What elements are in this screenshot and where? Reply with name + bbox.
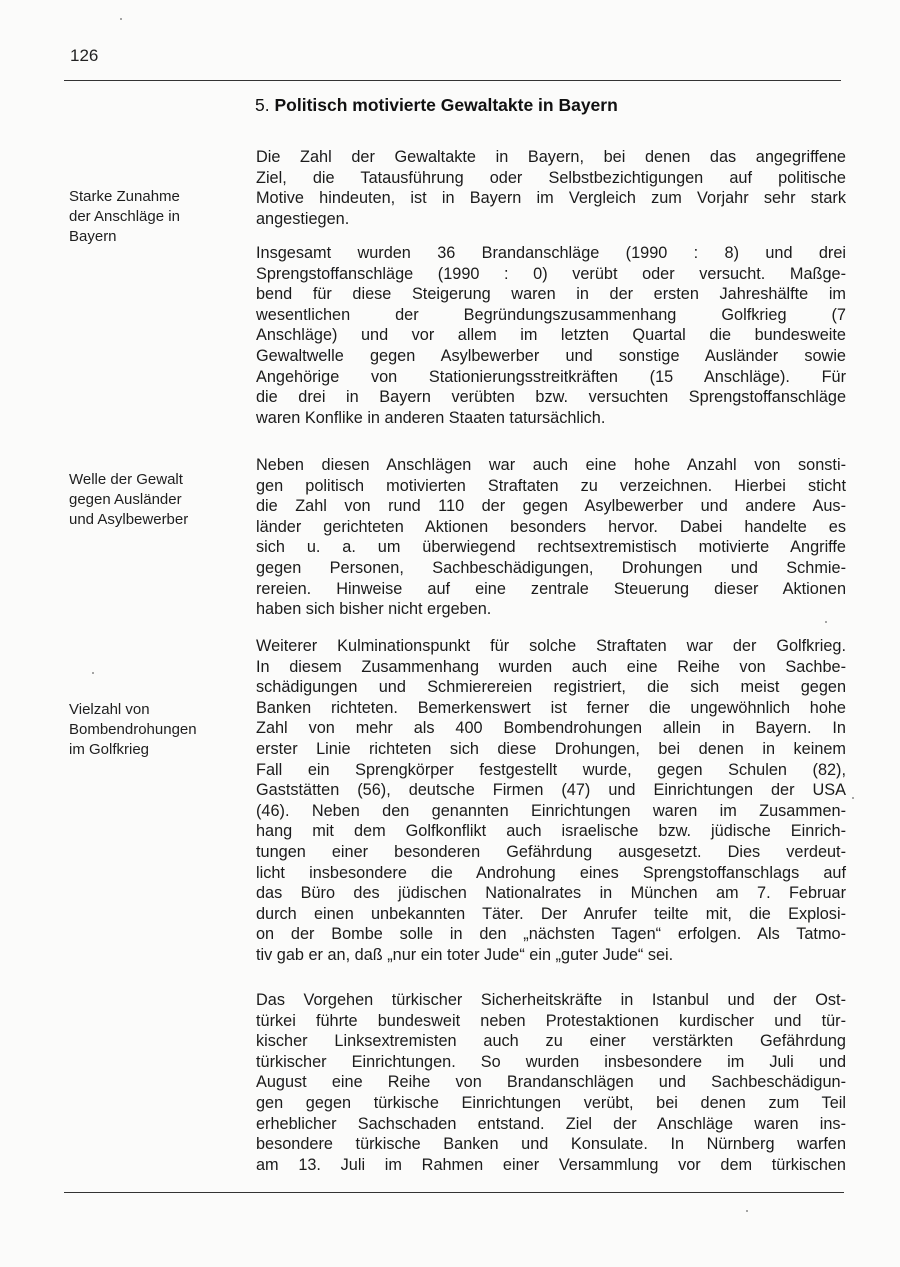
text-line: Motive hindeuten, ist in Bayern im Vergleich zum Vorjahr sehr stark [256, 189, 846, 208]
margin-note-line: gegen Ausländer [69, 491, 182, 508]
top-rule [64, 80, 841, 81]
text-line: die drei in Bayern verübten bzw. versuchten Sprengstoffanschläge [256, 388, 846, 407]
text-line: gen politisch motivierten Straftaten zu verzeichnen. Hierbei sticht [256, 476, 846, 495]
text-line: die Zahl von rund 110 der gegen Asylbewerber und andere Aus- [256, 497, 846, 516]
body-paragraph [256, 455, 846, 620]
text-line: angestiegen. [256, 209, 350, 228]
margin-note-line: Starke Zunahme [69, 188, 180, 205]
margin-note-line: Welle der Gewalt [69, 471, 183, 488]
text-line: haben sich bisher nicht ergeben. [256, 600, 492, 619]
body-paragraph [256, 243, 846, 428]
page-number: 126 [70, 46, 99, 65]
text-line: tungen einer besonderen Gefährdung ausgesetzt. Dies verdeut- [256, 842, 846, 861]
text-line: besondere türkische Banken und Konsulate. In Nürnberg warfen [256, 1135, 846, 1154]
margin-note-line: und Asylbewerber [69, 511, 189, 528]
text-line: schädigungen und Schmierereien registriert, die sich meist gegen [256, 678, 846, 697]
text-line: Ziel, die Tatausführung oder Selbstbezichtigungen auf politische [256, 168, 846, 187]
margin-note [69, 470, 239, 530]
margin-note-line: im Golfkrieg [69, 741, 150, 758]
text-line: In diesem Zusammenhang wurden auch eine Reihe von Sachbe- [256, 657, 846, 676]
section-number: 5. [255, 95, 270, 115]
text-line: hang mit dem Golfkonflikt auch israelische bzw. jüdische Einrich- [256, 822, 846, 841]
text-line: bend für diese Steigerung waren in der ersten Jahreshälfte im [256, 285, 846, 304]
margin-note-line: der Anschläge in [69, 208, 180, 225]
text-line: durch einen unbekannten Täter. Der Anrufer teilte mit, die Explosi- [256, 904, 846, 923]
scan-speck [120, 18, 122, 20]
scan-speck [746, 1210, 748, 1212]
text-line: wesentlichen der Begründungszusammenhang Golfkrieg (7 [256, 305, 846, 324]
text-line: türkischer Einrichtungen. So wurden insbesondere im Juli und [256, 1052, 846, 1071]
text-line: rereien. Hinweise auf eine zentrale Steuerung dieser Aktionen [256, 579, 846, 598]
margin-note-line: Vielzahl von [69, 701, 150, 718]
scan-speck [825, 621, 827, 623]
text-line: erster Linie richteten sich diese Drohungen, bei denen in keinem [256, 739, 846, 758]
text-line: Die Zahl der Gewaltakte in Bayern, bei denen das angegriffene [256, 148, 846, 166]
text-line: Banken richteten. Bemerkenswert ist ferner die ungewöhnlich hohe [256, 698, 846, 717]
text-line: türkei führte bundesweit neben Protestaktionen kurdischer und tür- [256, 1011, 846, 1030]
text-line: Zahl von mehr als 400 Bombendrohungen allein in Bayern. In [256, 719, 846, 738]
text-line: Insgesamt wurden 36 Brandanschläge (1990 : 8) und drei [256, 244, 846, 262]
bottom-rule [64, 1192, 844, 1193]
text-line: (46). Neben den genannten Einrichtungen waren im Zusammen- [256, 801, 846, 820]
text-line: Gewaltwelle gegen Asylbewerber und sonstige Ausländer sowie [256, 346, 846, 365]
scan-speck [92, 672, 94, 674]
text-line: das Büro des jüdischen Nationalrates in München am 7. Februar [256, 884, 846, 903]
text-line: waren Konflike in anderen Staaten tatursächlich. [256, 408, 606, 427]
text-line: Fall ein Sprengkörper festgestellt wurde, gegen Schulen (82), [256, 760, 846, 779]
text-line: kischer Linksextremisten auch zu einer verstärkten Gefährdung [256, 1032, 846, 1051]
text-line: August eine Reihe von Brandanschlägen und Sachbeschädigun- [256, 1073, 846, 1092]
text-line: am 13. Juli im Rahmen einer Versammlung vor dem türkischen [256, 1155, 846, 1174]
section-title: Politisch motivierte Gewaltakte in Bayern [274, 95, 618, 115]
text-line: Sprengstoffanschläge (1990 : 0) verübt oder versucht. Maßge- [256, 264, 846, 283]
body-paragraph [256, 990, 846, 1175]
margin-note [69, 187, 239, 247]
text-line: Neben diesen Anschlägen war auch eine hohe Anzahl von sonsti- [256, 456, 846, 474]
margin-note-line: Bayern [69, 228, 117, 245]
text-line: tiv gab er an, daß „nur ein toter Jude“ ein „guter Jude“ sei. [256, 945, 674, 964]
text-line: Gaststätten (56), deutsche Firmen (47) und Einrichtungen der USA [256, 781, 846, 800]
text-line: gen gegen türkische Einrichtungen verübt, bei denen zum Teil [256, 1093, 846, 1112]
text-line: Angehörige von Stationierungsstreitkräften (15 Anschläge). Für [256, 367, 846, 386]
text-line: licht insbesondere die Androhung eines Sprengstoffanschlags auf [256, 863, 846, 882]
text-line: on der Bombe solle in den „nächsten Tagen“ erfolgen. Als Tatmo- [256, 925, 846, 944]
text-line: Anschläge) und vor allem im letzten Quartal die bundesweite [256, 326, 846, 345]
margin-note [69, 700, 239, 760]
margin-note-line: Bombendrohungen [69, 721, 197, 738]
body-paragraph [256, 147, 846, 229]
text-line: gegen Personen, Sachbeschädigungen, Drohungen und Schmie- [256, 558, 846, 577]
text-line: Weiterer Kulminationspunkt für solche Straftaten war der Golfkrieg. [256, 637, 846, 655]
text-line: erheblicher Sachschaden entstand. Ziel der Anschläge waren ins- [256, 1114, 846, 1133]
text-line: sich u. a. um überwiegend rechtsextremistisch motivierte Angriffe [256, 538, 846, 557]
scan-speck [852, 797, 854, 799]
section-heading [255, 95, 855, 116]
body-paragraph [256, 636, 846, 966]
text-line: Das Vorgehen türkischer Sicherheitskräfte in Istanbul und der Ost- [256, 991, 846, 1009]
text-line: länder gerichteten Aktionen besonders hervor. Dabei handelte es [256, 517, 846, 536]
